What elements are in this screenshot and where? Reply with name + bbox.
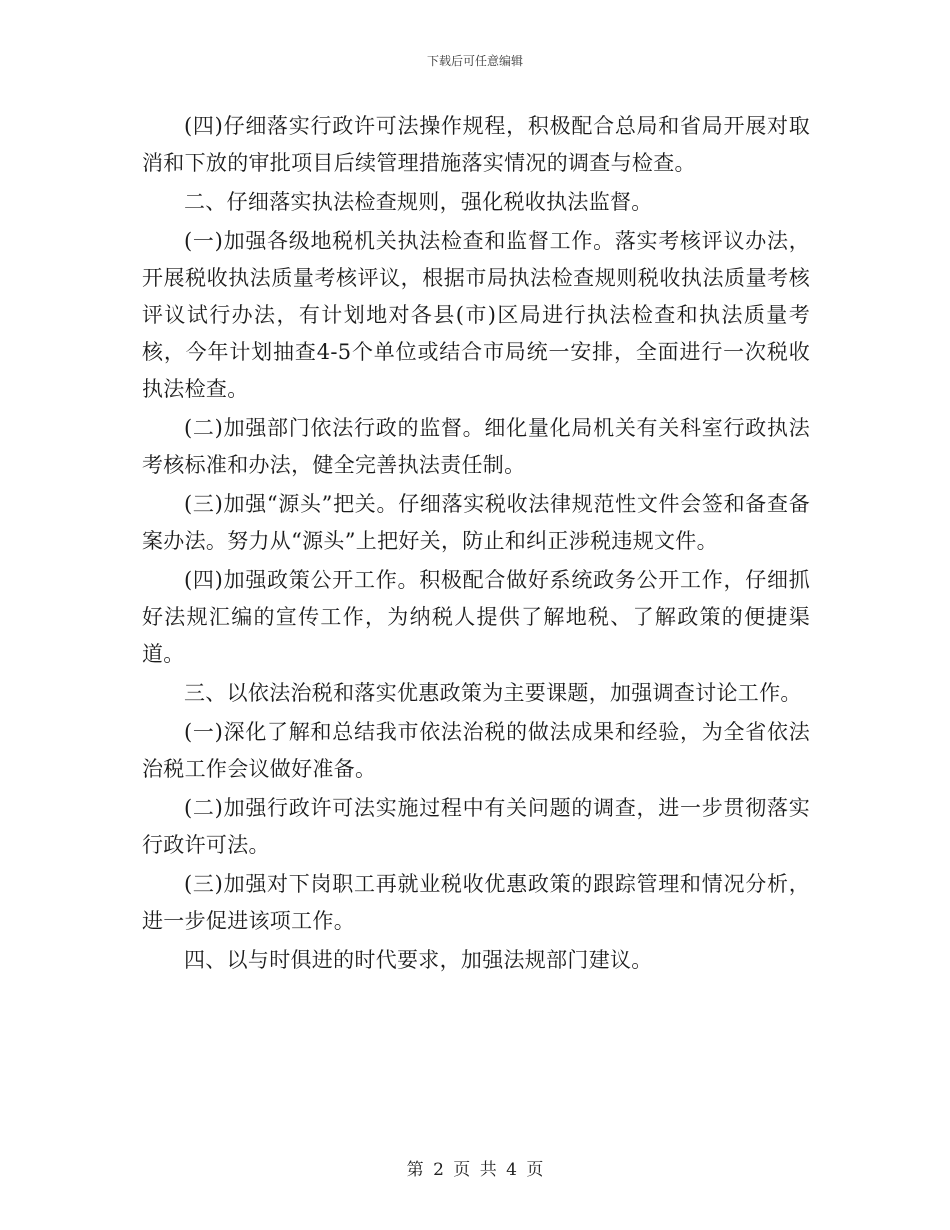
page-number: 第 2 页 共 4 页	[406, 1160, 544, 1180]
paragraph: (三)加强“源头”把关。仔细落实税收法律规范性文件会签和备查备案办法。努力从“源头”上把好关，防止和纠正涉税违规文件。	[142, 492, 810, 553]
paragraph: (一)加强各级地税机关执法检查和监督工作。落实考核评议办法，开展税收执法质量考核评议，根据市局执法检查规则税收执法质量考核评议试行办法，有计划地对各县(市)区局进行执法检查和执法质量考核，今年计划抽查4-5个单位或结合市局统一安排，全面进行一次税收执法检查。	[142, 229, 810, 401]
paragraph: (一)深化了解和总结我市依法治税的做法成果和经验，为全省依法治税工作会议做好准备。	[142, 720, 810, 781]
page-header-note: 下载后可任意编辑	[426, 54, 523, 68]
section-heading: 二、仔细落实执法检查规则，强化税收执法监督。	[184, 190, 653, 214]
section-heading: 三、以依法治税和落实优惠政策为主要课题，加强调查讨论工作。	[184, 681, 802, 705]
document-body	[142, 108, 810, 981]
paragraph: (二)加强行政许可法实施过程中有关问题的调查，进一步贯彻落实行政许可法。	[142, 796, 810, 857]
paragraph: (二)加强部门依法行政的监督。细化量化局机关有关科室行政执法考核标准和办法，健全完善执法责任制。	[142, 416, 810, 477]
paragraph: (四)仔细落实行政许可法操作规程，积极配合总局和省局开展对取消和下放的审批项目后续管理措施落实情况的调查与检查。	[142, 114, 810, 175]
section-heading: 四、以与时俱进的时代要求，加强法规部门建议。	[184, 948, 653, 972]
paragraph: (三)加强对下岗职工再就业税收优惠政策的跟踪管理和情况分析，进一步促进该项工作。	[142, 872, 810, 933]
paragraph: (四)加强政策公开工作。积极配合做好系统政务公开工作，仔细抓好法规汇编的宣传工作，为纳税人提供了解地税、了解政策的便捷渠道。	[142, 568, 810, 666]
